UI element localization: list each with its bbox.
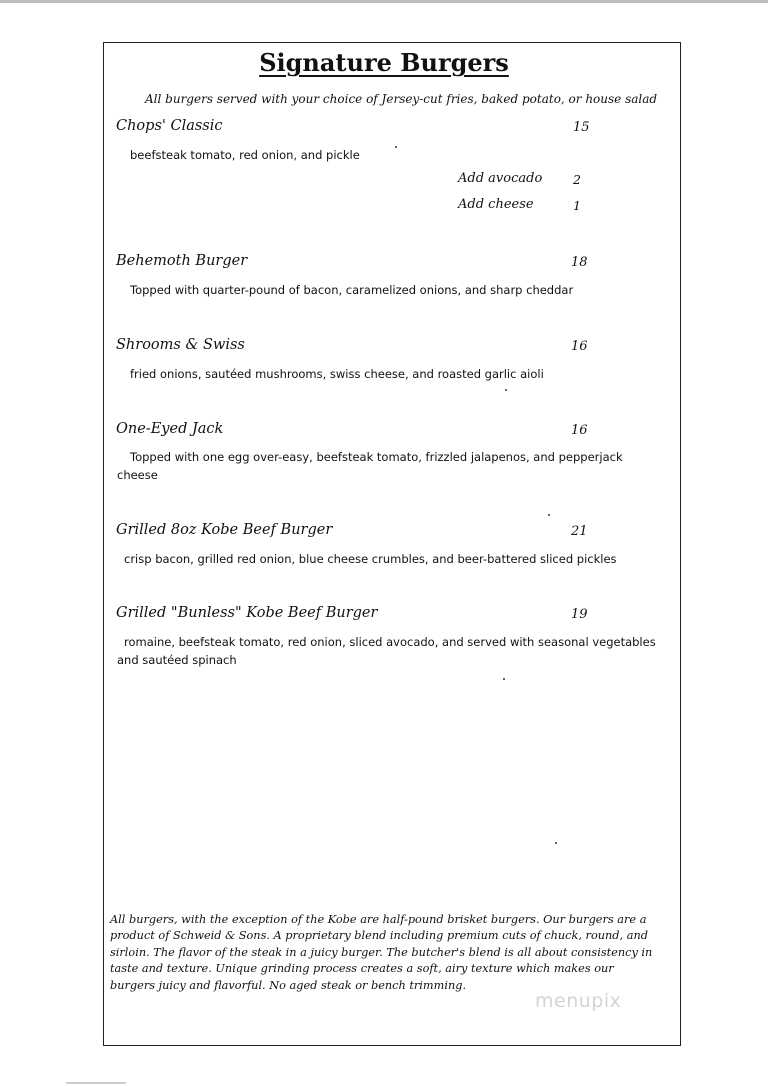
item-desc-shrooms-swiss: fried onions, sautéed mushrooms, swiss cheese, and roasted garlic aioli — [130, 367, 544, 381]
scan-speck — [503, 678, 505, 680]
item-price-one-eyed-jack: 16 — [571, 423, 588, 438]
item-desc-behemoth-burger: Topped with quarter-pound of bacon, caramelized onions, and sharp cheddar — [130, 283, 574, 297]
page-title-text: Signature Burgers — [259, 48, 509, 77]
addon-price-avocado: 2 — [573, 172, 581, 187]
scan-speck — [395, 146, 397, 148]
item-desc-kobe-beef-burger: crisp bacon, grilled red onion, blue cheese crumbles, and beer-battered sliced pickles — [124, 552, 617, 566]
addon-price-cheese: 1 — [573, 198, 581, 213]
item-price-bunless-kobe-burger: 19 — [571, 607, 588, 622]
item-name-behemoth-burger: Behemoth Burger — [116, 253, 248, 269]
item-price-shrooms-swiss: 16 — [571, 339, 588, 354]
addon-label-cheese: Add cheese — [458, 197, 534, 212]
page-title — [0, 48, 768, 77]
item-price-chops-classic: 15 — [573, 120, 590, 135]
item-price-behemoth-burger: 18 — [571, 255, 588, 270]
scan-speck — [555, 842, 557, 844]
item-name-kobe-beef-burger: Grilled 8oz Kobe Beef Burger — [116, 522, 333, 538]
scan-speck — [505, 389, 507, 391]
item-name-one-eyed-jack: One-Eyed Jack — [116, 421, 224, 437]
item-name-bunless-kobe-burger: Grilled "Bunless" Kobe Beef Burger — [116, 605, 378, 621]
addon-label-avocado: Add avocado — [458, 171, 543, 186]
item-desc-bunless-kobe-burger: romaine, beefsteak tomato, red onion, sliced avocado, and served with seasonal vegetables and sautéed spinach — [117, 635, 656, 667]
item-desc-one-eyed-jack: Topped with one egg over-easy, beefsteak tomato, frizzled jalapenos, and pepperjack cheese — [117, 450, 623, 482]
watermark: menupix — [535, 990, 622, 1012]
scan-smudge — [66, 1082, 126, 1084]
item-name-chops-classic: Chops' Classic — [116, 118, 223, 134]
scan-speck — [548, 514, 550, 516]
item-desc-chops-classic: beefsteak tomato, red onion, and pickle — [130, 148, 360, 162]
menu-border — [103, 42, 681, 1046]
item-name-shrooms-swiss: Shrooms & Swiss — [116, 337, 245, 353]
scan-top-edge — [0, 0, 768, 3]
footer-note: All burgers, with the exception of the Kobe are half-pound brisket burgers. Our burgers are a product of Schweid & Sons. A proprietary blend including premium cuts of chuck, round, and sirloin. The flavor of the steak in a juicy burger. The butcher's blend is all about consistency in taste and texture. Unique grinding process creates a soft, airy texture which makes our burgers juicy and flavorful. No aged steak or bench trimming. — [110, 913, 653, 992]
item-price-kobe-beef-burger: 21 — [571, 524, 588, 539]
menu-subtitle: All burgers served with your choice of Jersey-cut fries, baked potato, or house salad — [145, 92, 658, 106]
